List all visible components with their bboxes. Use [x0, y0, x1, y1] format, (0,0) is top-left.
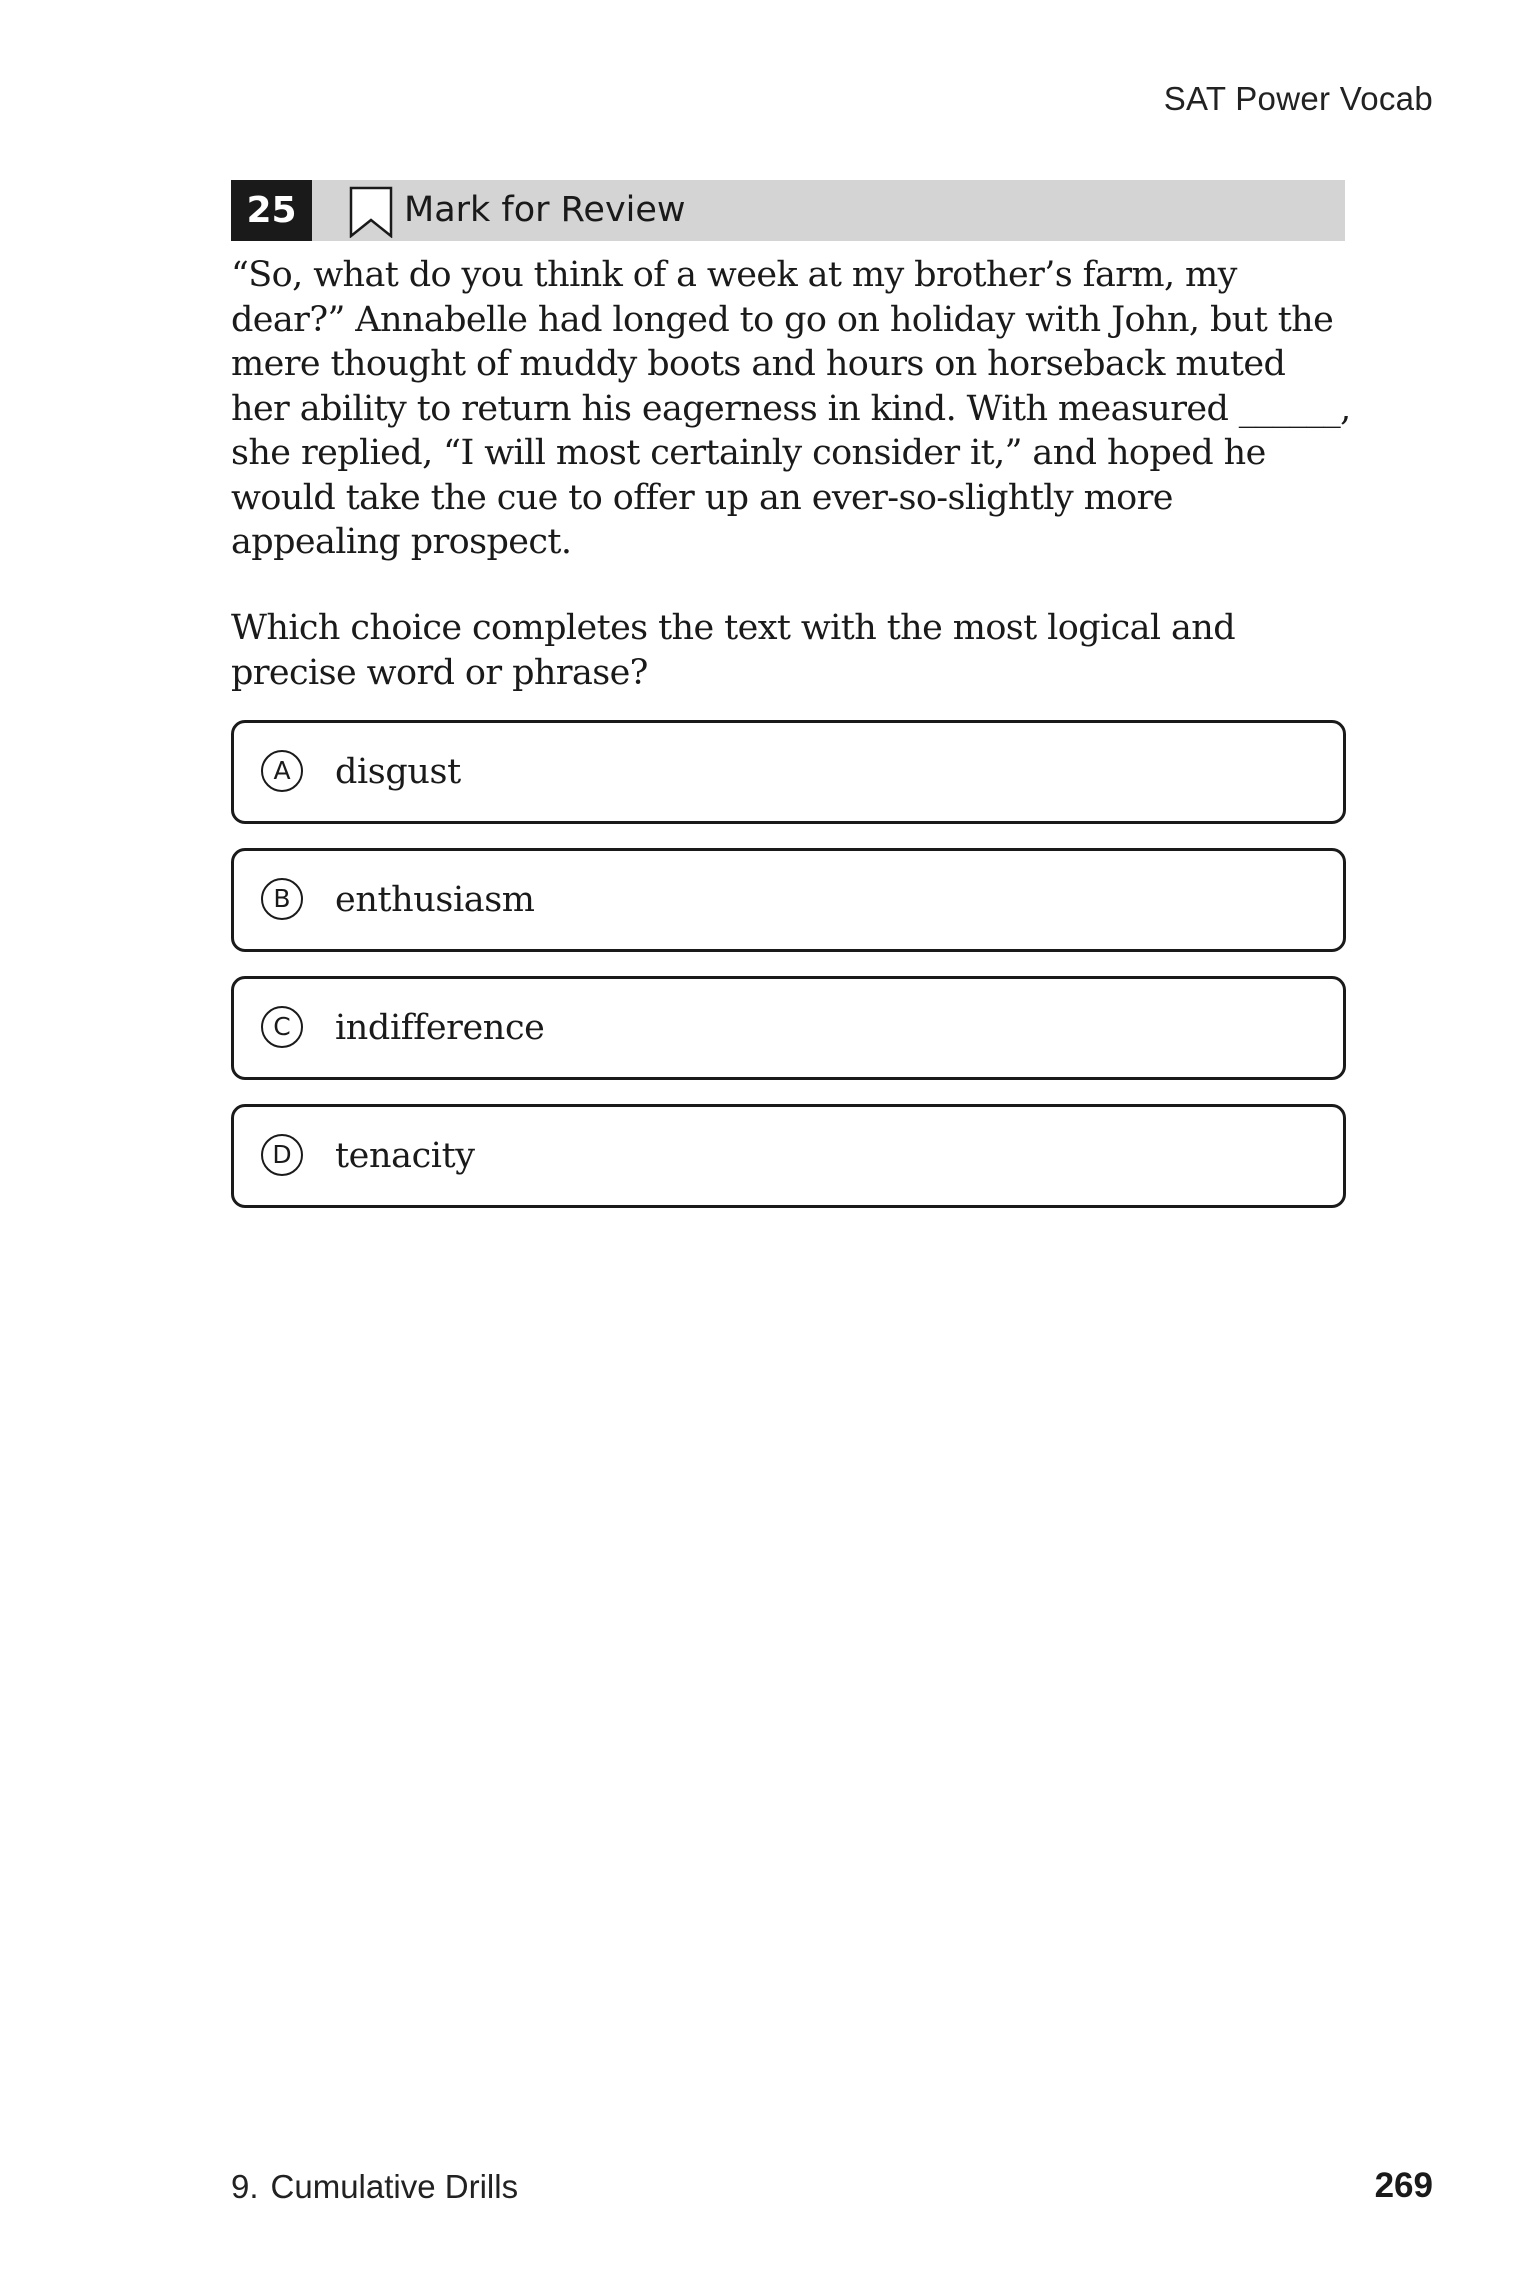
choice-text-a: disgust	[335, 752, 461, 792]
page-number: 269	[1374, 2166, 1433, 2205]
answer-choice-d[interactable]	[231, 1104, 1346, 1208]
choice-text-b: enthusiasm	[335, 880, 535, 920]
mark-for-review-label[interactable]: Mark for Review	[404, 190, 686, 230]
question-prompt: Which choice completes the text with the most logical and precise word or phrase?	[231, 608, 1236, 693]
question-passage: “So, what do you think of a week at my brother’s farm, my dear?” Annabelle had longed to go on holiday with John, but the mere thought of muddy boots and hours on horseback muted her ability to return his eagerness in kind. With measured ______, she replied, “I will most certainly consider it,” and hoped he would take the cue to offer up an ever-so-slightly more appealing prospect.	[231, 255, 1351, 562]
question-number: 25	[231, 180, 312, 241]
answer-choice-c[interactable]	[231, 976, 1346, 1080]
footer-chapter-title: Cumulative Drills	[270, 2168, 519, 2205]
answer-choice-b[interactable]	[231, 848, 1346, 952]
footer-chapter	[231, 2168, 518, 2206]
choice-letter-c: C	[261, 1006, 303, 1048]
bookmark-icon[interactable]	[349, 186, 393, 238]
choice-text-d: tenacity	[335, 1136, 475, 1176]
choice-letter-d: D	[261, 1134, 303, 1176]
choice-letter-b: B	[261, 878, 303, 920]
running-header: SAT Power Vocab	[1163, 80, 1433, 117]
question-header-bar	[231, 180, 1345, 241]
choice-letter-a: A	[261, 750, 303, 792]
choice-text-c: indifference	[335, 1008, 545, 1048]
answer-choice-a[interactable]	[231, 720, 1346, 824]
footer-chapter-number: 9.	[231, 2168, 259, 2205]
